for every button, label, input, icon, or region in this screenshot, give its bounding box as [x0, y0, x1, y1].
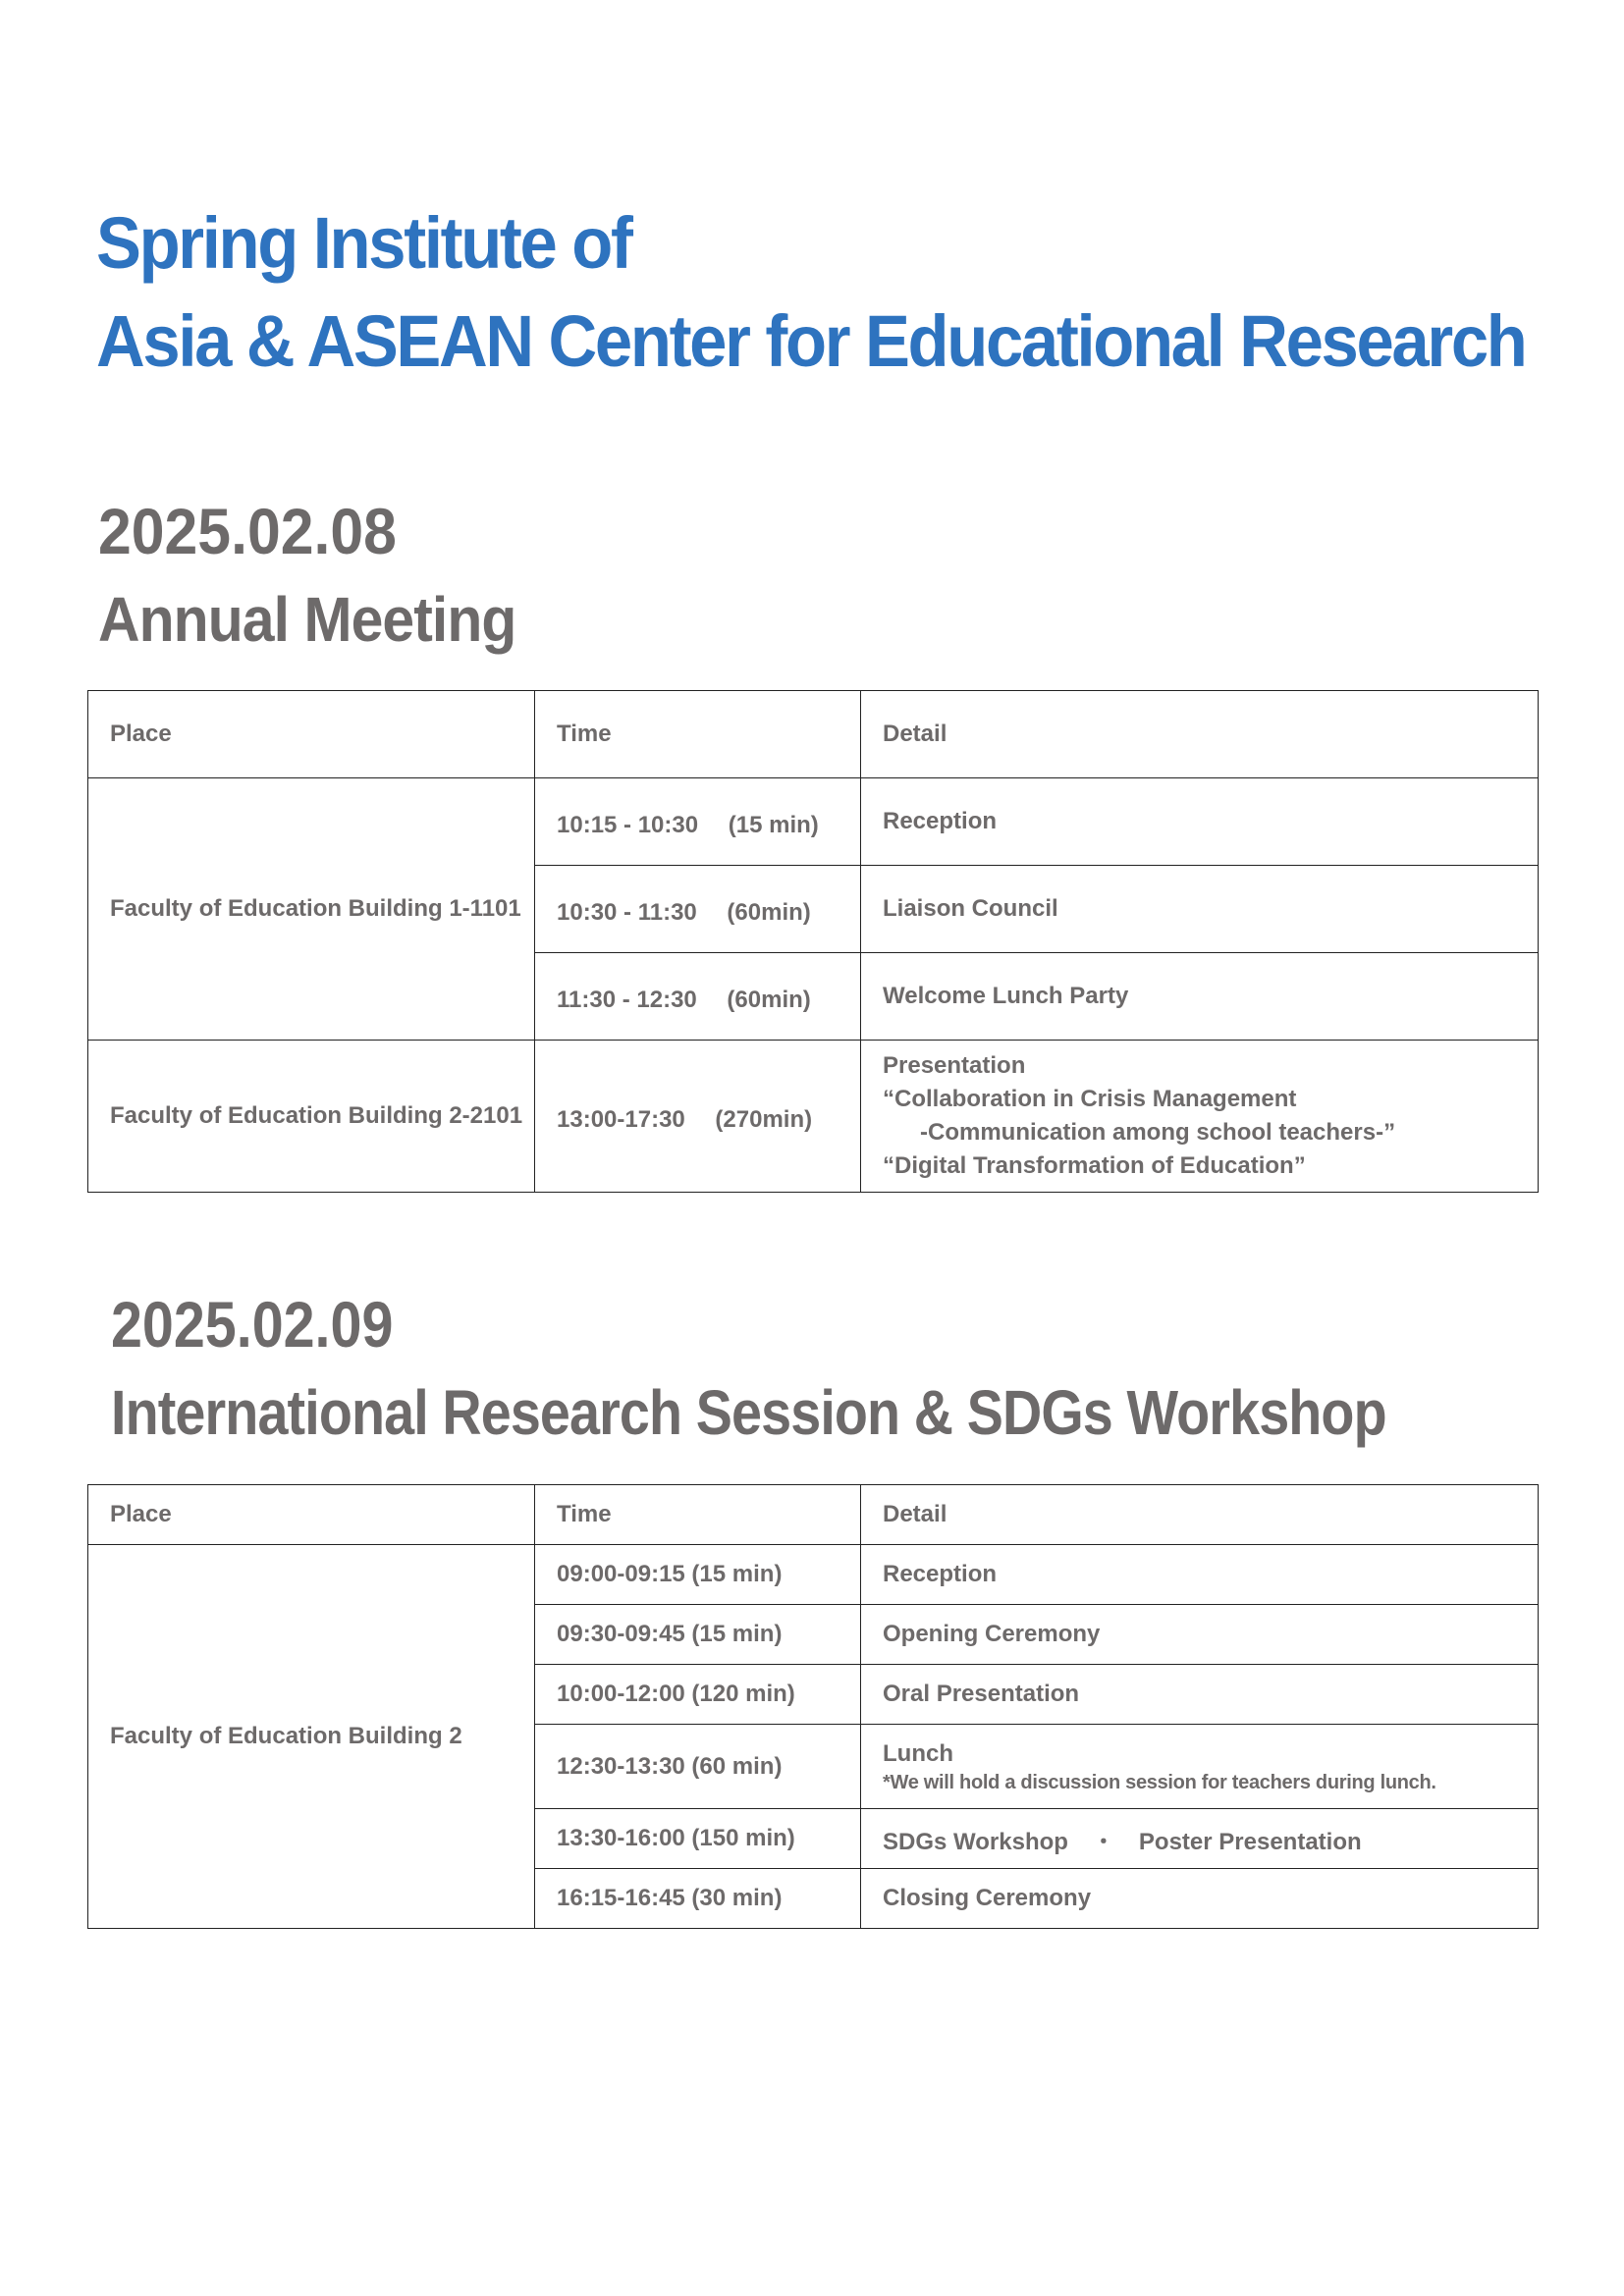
- title-line-2: Asia & ASEAN Center for Educational Research: [96, 300, 1526, 382]
- time-cell: 12:30-13:30 (60 min): [535, 1725, 861, 1809]
- column-header-time: Time: [535, 691, 861, 778]
- annual-meeting-schedule-table: [87, 690, 1539, 1193]
- column-header-time: Time: [535, 1485, 861, 1545]
- time-cell: 09:30-09:45 (15 min): [535, 1605, 861, 1665]
- place-cell: Faculty of Education Building 2: [88, 1545, 535, 1929]
- title-line-1: Spring Institute of: [96, 202, 631, 284]
- table-row: [88, 1545, 1539, 1605]
- table-row: [88, 1041, 1539, 1193]
- table-header-row: [88, 1485, 1539, 1545]
- section-heading-annual-meeting: [98, 487, 515, 664]
- column-header-place: Place: [88, 691, 535, 778]
- detail-line: “Collaboration in Crisis Management: [883, 1086, 1297, 1112]
- section-event-title: Annual Meeting: [98, 584, 516, 655]
- detail-cell: [861, 1041, 1539, 1193]
- section-date: 2025.02.09: [111, 1288, 394, 1361]
- detail-cell: Oral Presentation: [861, 1665, 1539, 1725]
- detail-cell: Opening Ceremony: [861, 1605, 1539, 1665]
- detail-cell: SDGs Workshop ・ Poster Presentation: [861, 1809, 1539, 1869]
- table-row: [88, 778, 1539, 866]
- section-heading-research-session: [111, 1280, 1386, 1457]
- place-cell: Faculty of Education Building 2-2101: [88, 1041, 535, 1193]
- time-cell: 10:30 - 11:30 (60min): [535, 866, 861, 953]
- place-cell: Faculty of Education Building 1-1101: [88, 778, 535, 1041]
- detail-cell: Reception: [861, 778, 1539, 866]
- detail-cell: Closing Ceremony: [861, 1869, 1539, 1929]
- detail-cell: Welcome Lunch Party: [861, 953, 1539, 1041]
- time-cell: 10:15 - 10:30 (15 min): [535, 778, 861, 866]
- detail-note: *We will hold a discussion session for teachers during lunch.: [883, 1771, 1436, 1793]
- time-cell: 13:00-17:30 (270min): [535, 1041, 861, 1193]
- time-cell: 16:15-16:45 (30 min): [535, 1869, 861, 1929]
- column-header-detail: Detail: [861, 691, 1539, 778]
- time-cell: 10:00-12:00 (120 min): [535, 1665, 861, 1725]
- time-cell: 13:30-16:00 (150 min): [535, 1809, 861, 1869]
- detail-cell: Liaison Council: [861, 866, 1539, 953]
- research-session-schedule-table: [87, 1484, 1539, 1929]
- detail-line: Presentation: [883, 1052, 1026, 1079]
- detail-cell: [861, 1725, 1539, 1809]
- document-title: [96, 194, 1525, 391]
- detail-main: Lunch: [883, 1739, 953, 1767]
- section-date: 2025.02.08: [98, 495, 397, 567]
- detail-line: -Communication among school teachers-”: [920, 1119, 1396, 1146]
- column-header-place: Place: [88, 1485, 535, 1545]
- column-header-detail: Detail: [861, 1485, 1539, 1545]
- time-cell: 09:00-09:15 (15 min): [535, 1545, 861, 1605]
- detail-cell: Reception: [861, 1545, 1539, 1605]
- detail-line: “Digital Transformation of Education”: [883, 1152, 1306, 1179]
- table-header-row: [88, 691, 1539, 778]
- section-event-title: International Research Session & SDGs Workshop: [111, 1377, 1386, 1448]
- time-cell: 11:30 - 12:30 (60min): [535, 953, 861, 1041]
